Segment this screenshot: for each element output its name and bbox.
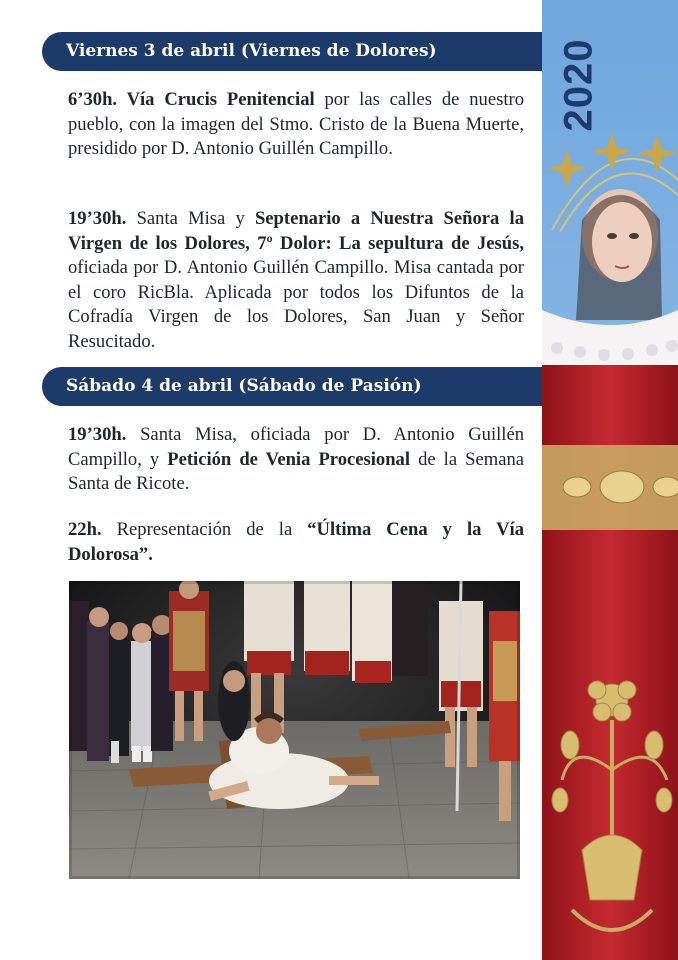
year-label: 2020: [556, 38, 601, 132]
event-time: 19’30h.: [68, 208, 127, 229]
event-description: Santa Misa, oficiada por D. Antonio Guillén Campillo, y: [68, 424, 524, 470]
via-dolorosa-photo: [69, 581, 520, 879]
event-title: Petición de Venia Procesional: [167, 448, 411, 470]
event-description: oficiada por D. Antonio Guillén Campillo. Misa cantada por el coro RicBla. Aplicada por todos los Difuntos de la Cofradía Virgen de los Dolores, San Juan y Señor Resucitado.: [68, 257, 524, 352]
event-description: Santa Misa y: [126, 208, 255, 229]
event-title: “Última Cena y la Vía Dolorosa”.: [68, 519, 524, 565]
event-venia-procesional: [68, 423, 524, 497]
decorative-side-strip: [542, 0, 678, 960]
event-description: Representación de la: [101, 519, 308, 540]
event-misa-septenario: [68, 207, 524, 354]
event-ultima-cena: [68, 518, 524, 567]
event-time: 22h.: [68, 519, 102, 540]
event-time-title: 6’30h. Vía Crucis Penitencial: [68, 89, 315, 110]
section-header-friday: Viernes 3 de abril (Viernes de Dolores): [42, 32, 542, 71]
event-time: 19’30h.: [68, 424, 127, 445]
event-description: por las calles de nuestro pueblo, con la imagen del Stmo. Cristo de la Buena Muerte, presidido por D. Antonio Guillén Campillo.: [68, 89, 524, 159]
event-via-crucis: [68, 88, 524, 162]
event-description: de la Semana Santa de Ricote.: [68, 448, 524, 494]
section-header-saturday: Sábado 4 de abril (Sábado de Pasión): [42, 367, 542, 406]
event-title: Septenario a Nuestra Señora la Virgen de los Dolores, 7º Dolor: La sepultura de Jesús,: [68, 208, 524, 254]
